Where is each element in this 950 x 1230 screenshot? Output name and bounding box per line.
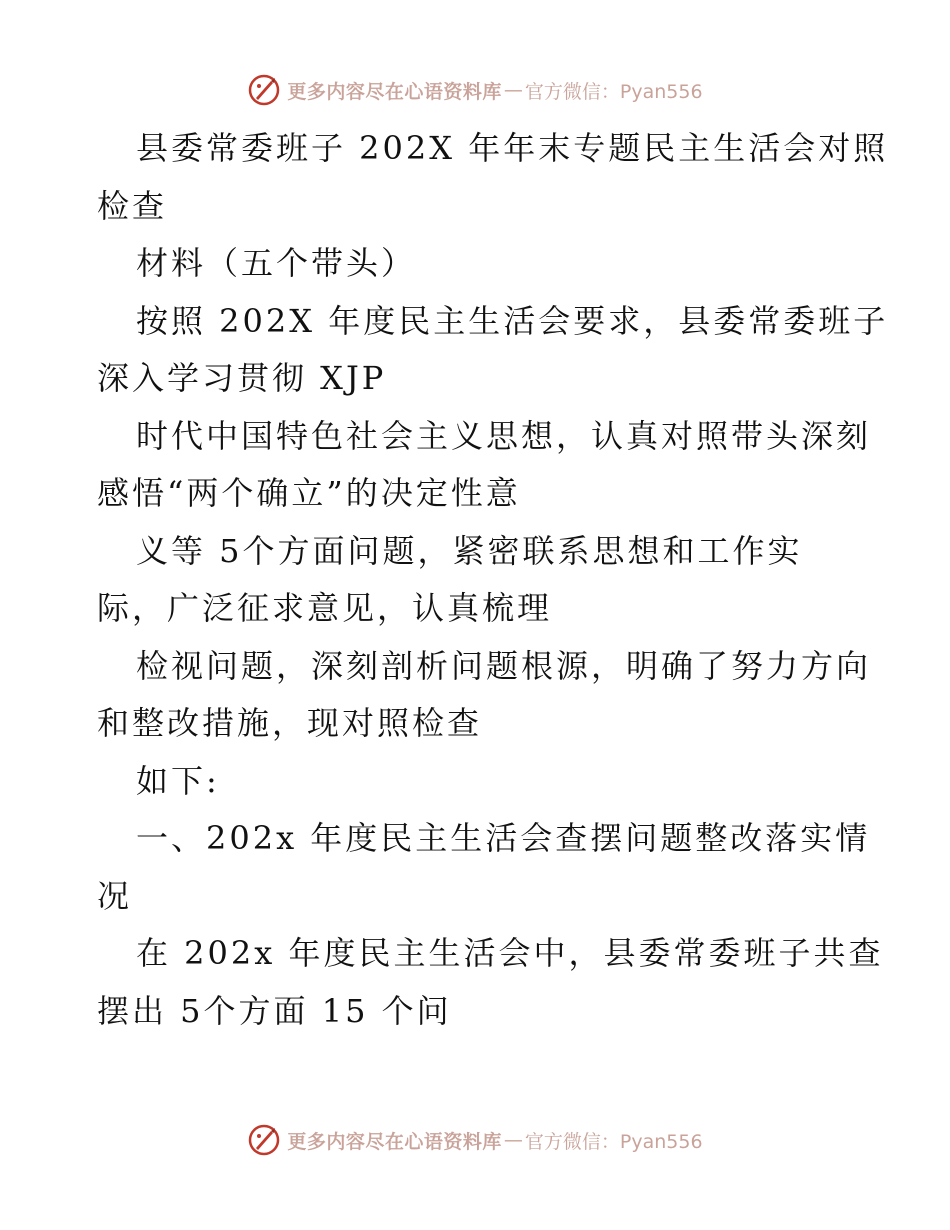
title-line-1: 县委常委班子 202X 年年末专题民主生活会对照: [136, 129, 889, 167]
paragraph-line: 按照 202X 年度民主生活会要求，县委常委班子: [136, 301, 889, 340]
quill-logo-icon: [247, 73, 281, 107]
header-watermark: [0, 70, 950, 110]
watermark-dash: —: [503, 79, 523, 101]
quill-logo-icon: [247, 1123, 281, 1157]
paragraph-line: 检视问题，深刻剖析问题根源，明确了努力方向: [136, 646, 872, 685]
document-body: [97, 120, 889, 1040]
paragraph-line: 时代中国特色社会主义思想，认真对照带头深刻: [136, 416, 872, 455]
paragraph-line: 感悟“两个确立”的决定性意: [97, 474, 521, 512]
footer-watermark: [0, 1120, 950, 1160]
title-line-2: 检查: [97, 186, 168, 225]
watermark-brand: 更多内容尽在心语资料库: [287, 1130, 502, 1153]
watermark-wechat: 官方微信：Pyan556: [524, 1130, 703, 1153]
title-line-3: 材料（五个带头）: [136, 244, 417, 282]
section-heading-line: 一、202x 年度民主生活会查摆问题整改落实情: [136, 819, 871, 857]
watermark-brand: 更多内容尽在心语资料库: [287, 80, 502, 103]
watermark-wechat: 官方微信：Pyan556: [524, 80, 703, 103]
paragraph-line: 义等 5个方面问题，紧密联系思想和工作实: [136, 531, 803, 570]
paragraph-line: 摆出 5个方面 15 个问: [97, 991, 452, 1030]
paragraph-line: 如下:: [136, 761, 220, 800]
paragraph-line: 在 202x 年度民主生活会中，县委常委班子共查: [136, 934, 884, 972]
paragraph-line: 和整改措施，现对照检查: [97, 704, 483, 742]
section-heading-line: 况: [97, 876, 133, 915]
paragraph-line: 深入学习贯彻 XJP: [97, 359, 387, 397]
paragraph-line: 际，广泛征求意见，认真梳理: [97, 589, 553, 627]
watermark-dash: —: [503, 1129, 523, 1151]
